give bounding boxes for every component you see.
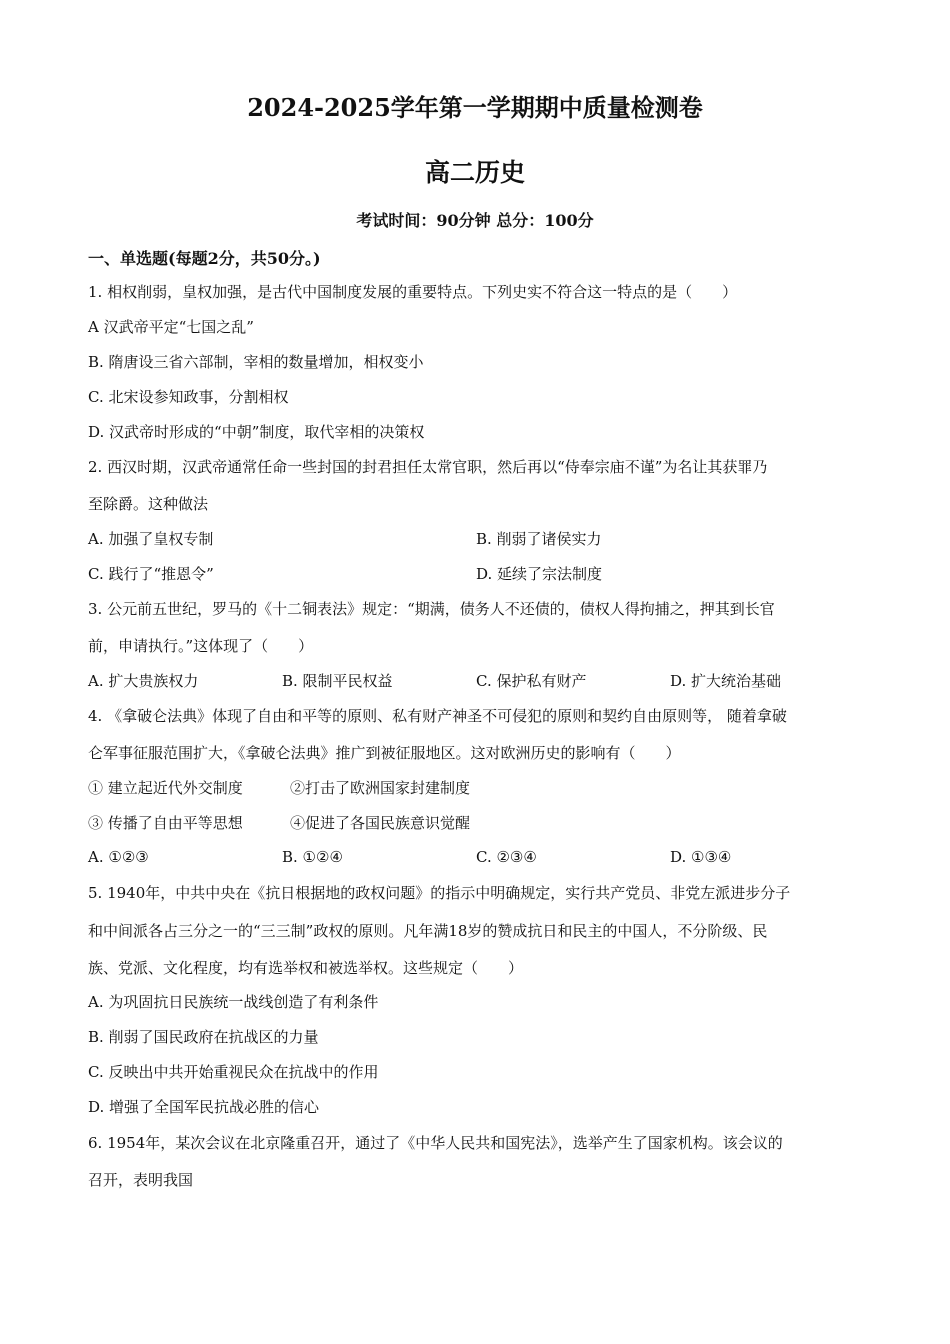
question-1-stem: 1. 相权削弱，皇权加强，是古代中国制度发展的重要特点。下列史实不符合这一特点的是（ ） (88, 283, 738, 301)
question-5-stem-line-2: 和中间派各占三分之一的“三三制”政权的原则。凡年满18岁的赞成抗日和民主的中国人，不分阶级、民 (88, 922, 768, 940)
question-3-option-c: C. 保护私有财产 (476, 672, 587, 690)
question-6-stem-line-1: 6. 1954年，某次会议在北京隆重召开，通过了《中华人民共和国宪法》，选举产生了国家机构。该会议的 (88, 1134, 783, 1152)
question-5-option-a: A. 为巩固抗日民族统一战线创造了有利条件 (88, 993, 379, 1011)
exam-subject: 高二历史 (424, 158, 525, 187)
question-2-option-b: B. 削弱了诸侯实力 (476, 530, 602, 548)
section-heading: 一、单选题(每题2分，共50分。) (88, 249, 321, 268)
question-3-stem-line-1: 3. 公元前五世纪，罗马的《十二铜表法》规定：“期满，债务人不还债的，债权人得拘捕之，押其到长官 (88, 600, 775, 618)
exam-info: 考试时间：90分钟 总分：100分 (356, 211, 594, 230)
question-2-stem-line-2: 至除爵。这种做法 (88, 495, 209, 513)
question-5-stem-line-3: 族、党派、文化程度，均有选举权和被选举权。这些规定（ ） (88, 959, 524, 977)
question-2-option-d: D. 延续了宗法制度 (476, 565, 603, 583)
exam-title: 2024-2025学年第一学期期中质量检测卷 (247, 93, 703, 122)
question-4-stem-line-1: 4. 《拿破仑法典》体现了自由和平等的原则、私有财产神圣不可侵犯的原则和契约自由原则等， 随着拿破 (88, 707, 787, 725)
question-4-item-3: ③ 传播了自由平等思想 (88, 814, 243, 832)
question-2-stem-line-1: 2. 西汉时期，汉武帝通常任命一些封国的封君担任太常官职，然后再以“侍奉宗庙不谨”为名让其获罪乃 (88, 458, 768, 476)
question-4-option-a: A. ①②③ (88, 848, 149, 866)
question-1-option-c: C. 北宋设参知政事，分割相权 (88, 388, 289, 406)
question-3-option-b: B. 限制平民权益 (282, 672, 393, 690)
question-4-item-2: ②打击了欧洲国家封建制度 (290, 779, 471, 797)
question-1-option-a: A 汉武帝平定“七国之乱” (88, 318, 254, 336)
question-3-option-a: A. 扩大贵族权力 (88, 672, 199, 690)
question-2-option-c: C. 践行了“推恩令” (88, 565, 214, 583)
question-4-option-d: D. ①③④ (670, 848, 732, 866)
question-6-stem-line-2: 召开，表明我国 (88, 1171, 194, 1189)
question-3-option-d: D. 扩大统治基础 (670, 672, 782, 690)
question-4-option-b: B. ①②④ (282, 848, 343, 866)
question-5-option-c: C. 反映出中共开始重视民众在抗战中的作用 (88, 1063, 379, 1081)
question-2-option-a: A. 加强了皇权专制 (88, 530, 214, 548)
question-4-stem-line-2: 仑军事征服范围扩大，《拿破仑法典》推广到被征服地区。这对欧洲历史的影响有（ ） (88, 744, 681, 762)
question-5-option-d: D. 增强了全国军民抗战必胜的信心 (88, 1098, 320, 1116)
question-4-item-4: ④促进了各国民族意识觉醒 (290, 814, 471, 832)
question-1-option-d: D. 汉武帝时形成的“中朝”制度，取代宰相的决策权 (88, 423, 425, 441)
question-4-option-c: C. ②③④ (476, 848, 537, 866)
question-1-option-b: B. 隋唐设三省六部制，宰相的数量增加，相权变小 (88, 353, 424, 371)
question-4-item-1: ① 建立起近代外交制度 (88, 779, 243, 797)
question-3-stem-line-2: 前，申请执行。”这体现了（ ） (88, 637, 314, 655)
question-5-option-b: B. 削弱了国民政府在抗战区的力量 (88, 1028, 319, 1046)
question-5-stem-line-1: 5. 1940年，中共中央在《抗日根据地的政权问题》的指示中明确规定，实行共产党员、非党左派进步分子 (88, 884, 791, 902)
